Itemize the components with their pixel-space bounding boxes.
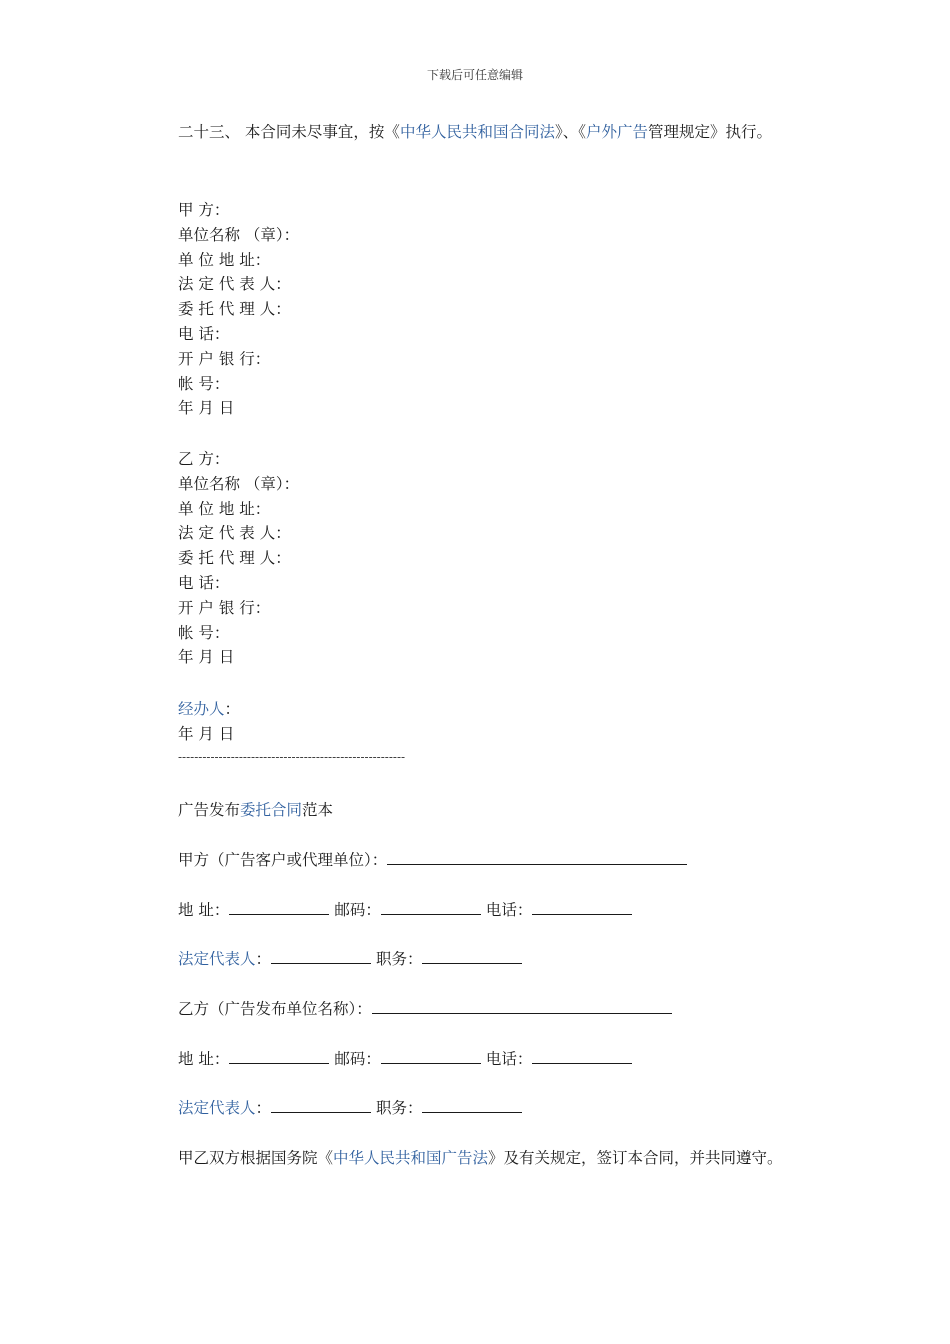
contract-law-link[interactable]: 中华人民共和国合同法 bbox=[399, 123, 555, 141]
postcode-blank[interactable] bbox=[381, 1047, 481, 1064]
outdoor-ad-link[interactable]: 户外广告 bbox=[585, 123, 648, 141]
legal-rep-row-b bbox=[178, 1096, 522, 1118]
legal-rep-row-a bbox=[178, 947, 522, 969]
entrust-contract-link[interactable]: 委托合同 bbox=[240, 801, 303, 819]
position-label: 职务： bbox=[375, 1099, 423, 1117]
closing-paragraph bbox=[144, 1146, 814, 1171]
party-b-line: 开 户 银 行： bbox=[178, 598, 271, 617]
party-a-block bbox=[178, 198, 299, 421]
party-b-line: 帐 号： bbox=[178, 623, 230, 642]
party-b-line: 年 月 日 bbox=[178, 648, 235, 667]
party-a-blank[interactable] bbox=[387, 848, 687, 865]
party-a-label: 甲方（广告客户或代理单位）： bbox=[178, 851, 388, 869]
legal-rep-colon: ： bbox=[255, 950, 272, 968]
phone-label: 电话： bbox=[485, 1050, 533, 1068]
address-blank[interactable] bbox=[229, 1047, 329, 1064]
clause-23-mid: 》、《 bbox=[554, 123, 586, 141]
party-b-line: 委 托 代 理 人： bbox=[178, 549, 291, 568]
handler-colon: ： bbox=[224, 700, 241, 718]
legal-rep-colon: ： bbox=[255, 1099, 272, 1117]
party-a-line: 年 月 日 bbox=[178, 399, 235, 418]
position-label: 职务： bbox=[375, 950, 423, 968]
position-blank[interactable] bbox=[422, 947, 522, 964]
clause-23-prefix: 二十三、 本合同未尽事宜，按《 bbox=[178, 123, 400, 141]
party-b-blank[interactable] bbox=[372, 997, 672, 1014]
party-a-line: 开 户 银 行： bbox=[178, 349, 271, 368]
template-title bbox=[178, 798, 333, 820]
address-row-b bbox=[178, 1047, 632, 1069]
party-b-label: 乙方（广告发布单位名称）： bbox=[178, 1000, 372, 1018]
template-title-suffix: 范本 bbox=[302, 801, 334, 819]
postcode-blank[interactable] bbox=[381, 898, 481, 915]
phone-blank[interactable] bbox=[532, 898, 632, 915]
legal-rep-blank[interactable] bbox=[271, 1096, 371, 1113]
legal-rep-blank[interactable] bbox=[271, 947, 371, 964]
separator-line: -------------------------------------------------------- bbox=[178, 750, 406, 764]
address-label: 地 址： bbox=[178, 901, 230, 919]
ad-law-link[interactable]: 中华人民共和国广告法 bbox=[333, 1149, 489, 1167]
party-a-line: 法 定 代 表 人： bbox=[178, 275, 291, 294]
party-b-line: 法 定 代 表 人： bbox=[178, 524, 291, 543]
handler-date: 年 月 日 bbox=[178, 724, 235, 743]
party-b-block bbox=[178, 447, 299, 670]
postcode-label: 邮码： bbox=[334, 901, 381, 919]
party-b-title: 乙 方： bbox=[178, 450, 230, 468]
party-a-line: 电 话： bbox=[178, 324, 230, 343]
clause-23 bbox=[144, 120, 814, 145]
handler-link[interactable]: 经办人 bbox=[178, 700, 225, 718]
party-a-line: 委 托 代 理 人： bbox=[178, 300, 291, 319]
closing-prefix: 甲乙双方根据国务院《 bbox=[178, 1149, 334, 1167]
clause-23-paragraph bbox=[144, 120, 814, 145]
phone-blank[interactable] bbox=[532, 1047, 632, 1064]
legal-rep-link[interactable]: 法定代表人 bbox=[178, 950, 256, 968]
address-blank[interactable] bbox=[229, 898, 329, 915]
party-a-title: 甲 方： bbox=[178, 201, 230, 219]
address-label: 地 址： bbox=[178, 1050, 230, 1068]
handler-block bbox=[178, 697, 240, 747]
party-a-line: 单 位 地 址： bbox=[178, 250, 271, 269]
postcode-label: 邮码： bbox=[334, 1050, 381, 1068]
party-a-line: 帐 号： bbox=[178, 374, 230, 393]
party-a-field-row bbox=[178, 848, 687, 870]
phone-label: 电话： bbox=[485, 901, 533, 919]
party-b-field-row bbox=[178, 997, 672, 1019]
page-header: 下载后可任意编辑 bbox=[426, 68, 523, 82]
closing-suffix: 》及有关规定，签订本合同，并共同遵守。 bbox=[488, 1149, 783, 1167]
template-title-prefix: 广告发布 bbox=[178, 801, 241, 819]
address-row-a bbox=[178, 898, 632, 920]
clause-23-suffix: 管理规定》执行。 bbox=[647, 123, 772, 141]
legal-rep-link[interactable]: 法定代表人 bbox=[178, 1099, 256, 1117]
party-a-line: 单位名称 （章）： bbox=[178, 225, 300, 244]
party-b-line: 单 位 地 址： bbox=[178, 499, 271, 518]
party-b-line: 单位名称 （章）： bbox=[178, 474, 300, 493]
party-b-line: 电 话： bbox=[178, 573, 230, 592]
handler-line bbox=[178, 697, 240, 722]
position-blank[interactable] bbox=[422, 1096, 522, 1113]
